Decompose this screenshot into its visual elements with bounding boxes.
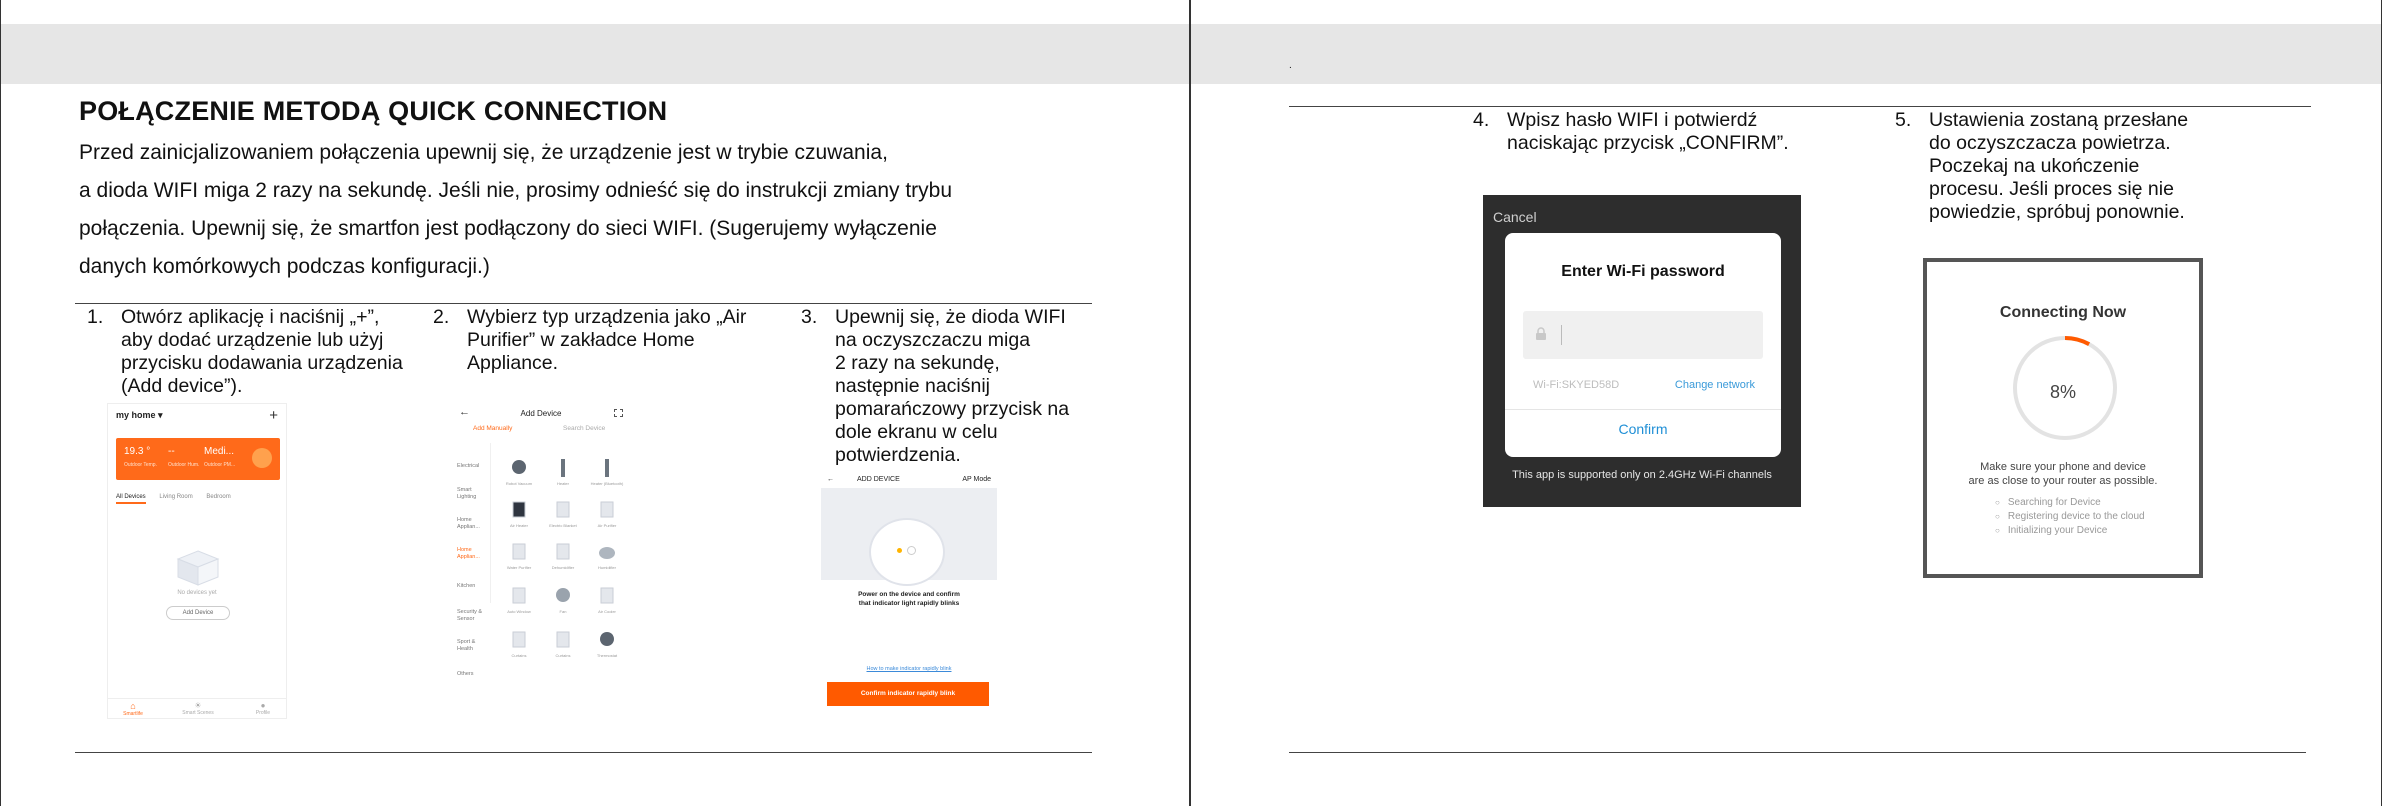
step-1 — [87, 306, 427, 402]
device-type-icon[interactable] — [557, 632, 569, 647]
weather-label: Outdoor Temp. — [124, 462, 157, 468]
step-text-line: naciskając przycisk „CONFIRM”. — [1507, 132, 1789, 154]
step-text-line: przycisku dodawania urządzenia — [121, 352, 403, 374]
tab-all-devices[interactable]: All Devices — [116, 494, 146, 504]
wifi-note: This app is supported only on 2.4GHz Wi-Fi channels — [1512, 469, 1772, 481]
instruction-line: Power on the device and confirm — [858, 591, 960, 598]
no-devices-text: No devices yet — [177, 590, 217, 596]
category-item-active[interactable]: Home Applian... — [457, 547, 480, 560]
tab-bedroom[interactable]: Bedroom — [206, 494, 231, 500]
nav-home[interactable] — [108, 701, 158, 717]
nav-label: Profile — [255, 710, 271, 716]
connecting-title: Connecting Now — [1999, 304, 2127, 321]
divider-top — [75, 303, 1092, 304]
device-type-icon[interactable] — [600, 632, 614, 646]
step-2 — [433, 306, 773, 378]
step-text-line: aby dodać urządzenie lub użyj — [121, 329, 384, 351]
stage-item: ○ Initializing your Device — [1995, 524, 2145, 538]
device-type-icon[interactable] — [512, 460, 526, 474]
progress-percent: 8% — [2049, 382, 2076, 402]
device-type-label: Robot Vacuum — [505, 481, 533, 486]
step-text-line: do oczyszczacza powietrza. — [1929, 132, 2171, 154]
step-text-line: procesu. Jeśli proces się nie — [1929, 178, 2174, 200]
device-type-label: Thermostat — [596, 653, 618, 658]
step-text-line: (Add device”). — [121, 375, 243, 397]
right-page — [1190, 0, 2382, 806]
text-cursor — [1561, 325, 1562, 345]
step-number: 2. — [433, 306, 450, 328]
header-band — [1, 24, 1189, 84]
room-tabs — [116, 494, 243, 500]
step-text-line: na oczyszczaczu miga — [835, 329, 1031, 351]
nav-label: Smartlife — [123, 711, 143, 717]
device-type-label: Water Purifier — [506, 565, 532, 570]
app-screenshot-ap-mode — [821, 470, 997, 716]
device-illustration — [869, 518, 945, 586]
step-text-line: 2 razy na sekundę, — [835, 352, 1000, 374]
device-type-label: Heater — [556, 481, 570, 486]
confirm-button[interactable]: Confirm — [1618, 421, 1668, 437]
step-text-line: Wpisz hasło WIFI i potwierdź — [1507, 109, 1758, 131]
wifi-dialog — [1505, 233, 1781, 457]
device-type-icon[interactable] — [605, 459, 609, 477]
left-page — [0, 0, 1190, 806]
step-text-line: Poczekaj na ukończenie — [1929, 155, 2140, 177]
device-type-icon[interactable] — [513, 632, 525, 647]
divider-top — [1289, 106, 2311, 107]
back-arrow-icon[interactable]: ← — [459, 406, 470, 418]
app-screenshot-add-device — [451, 403, 631, 709]
weather-value: -- — [168, 446, 175, 457]
stage-item: ○ Registering device to the cloud — [1995, 510, 2145, 524]
cancel-button[interactable]: Cancel — [1493, 209, 1537, 225]
instruction-line: that indicator light rapidly blinks — [858, 600, 960, 607]
step-4 — [1473, 109, 1833, 157]
device-type-label: Curtains — [511, 653, 527, 658]
category-item[interactable]: Sport & Health — [457, 639, 476, 652]
profile-icon: ● — [260, 701, 266, 710]
step-text-line: Upewnij się, że dioda WIFI — [835, 306, 1066, 328]
screen-header: ADD DEVICE — [857, 476, 900, 483]
change-network-link[interactable]: Change network — [1674, 379, 1755, 391]
button-icon — [907, 546, 916, 555]
step-text-line: Ustawienia zostaną przesłane — [1929, 109, 2189, 131]
proximity-hint — [1927, 460, 2199, 488]
category-item[interactable]: Electrical — [457, 463, 480, 469]
step-number: 5. — [1895, 109, 1912, 131]
bottom-nav — [108, 698, 286, 718]
instruction-text — [821, 590, 997, 608]
nav-profile[interactable] — [238, 701, 287, 716]
intro-line: połączenia. Upewnij się, że smartfon jest podłączony do sieci WIFI. (Sugerujemy wyłączenie — [79, 217, 937, 240]
dialog-separator — [1505, 409, 1781, 410]
sun-icon: ☀ — [194, 701, 202, 710]
device-grid — [451, 403, 631, 709]
device-type-label: Humidifier — [597, 565, 617, 570]
device-type-label: Air Purifier — [597, 523, 617, 528]
weather-value: Medi... — [204, 446, 235, 457]
header-band — [1191, 24, 2381, 84]
category-item[interactable]: Home Applian... — [457, 517, 480, 530]
dot-mark: . — [1289, 60, 1292, 71]
device-type-label: Air Heater — [509, 523, 529, 528]
category-item[interactable]: Smart Lighting — [457, 487, 477, 500]
stage-item: ○ Searching for Device — [1995, 496, 2145, 510]
device-type-icon[interactable] — [557, 502, 569, 517]
empty-box-icon — [176, 549, 220, 587]
device-type-label: Dehumidifier — [551, 565, 575, 570]
help-link[interactable]: How to make indicator rapidly blink — [866, 666, 952, 672]
dialog-title: Enter Wi-Fi password — [1561, 263, 1725, 280]
device-type-label: Curtains — [555, 653, 571, 658]
step-text-line: pomarańczowy przycisk na — [835, 398, 1070, 420]
confirm-blink-button[interactable]: Confirm indicator rapidly blink — [827, 682, 989, 706]
step-text-line: następnie naciśnij — [835, 375, 991, 397]
device-type-label: Heater (Bluetooth) — [590, 481, 624, 486]
step-5 — [1895, 109, 2255, 229]
ap-mode-link[interactable]: AP Mode — [962, 476, 991, 483]
device-type-icon[interactable] — [599, 547, 615, 559]
device-type-icon[interactable] — [601, 502, 613, 517]
weather-card — [116, 438, 280, 480]
intro-line: danych komórkowych podczas konfiguracji.) — [79, 255, 490, 278]
indicator-light-icon — [897, 548, 902, 553]
device-type-label: Fan — [559, 609, 567, 614]
home-selector[interactable]: my home ▾ — [116, 410, 163, 420]
device-type-label: Air Cooler — [598, 609, 616, 614]
hint-line: are as close to your router as possible. — [1968, 475, 2158, 487]
weather-value: 19.3 ° — [124, 446, 151, 457]
step-text-line: Otwórz aplikację i naciśnij „+”, — [121, 306, 380, 328]
step-text-line: dole ekranu w celu — [835, 421, 998, 443]
device-type-icon[interactable] — [556, 588, 570, 602]
category-item[interactable]: Others — [457, 671, 474, 677]
device-type-icon[interactable] — [513, 544, 525, 559]
step-text-line: potwierdzenia. — [835, 444, 961, 466]
add-icon[interactable]: + — [269, 407, 278, 424]
wifi-ssid: Wi-Fi:SKYED58D — [1533, 379, 1620, 391]
tab-add-manually[interactable]: Add Manually — [473, 425, 513, 432]
weather-label: Outdoor PM... — [204, 462, 236, 468]
tab-living-room[interactable]: Living Room — [159, 494, 193, 500]
nav-label: Smart Scenes — [182, 710, 214, 716]
lock-icon — [1535, 327, 1547, 341]
divider-bottom — [1289, 752, 2306, 753]
step-number: 3. — [801, 306, 818, 328]
step-3 — [801, 306, 1101, 471]
home-icon: ⌂ — [130, 701, 136, 711]
step-text-line: Wybierz typ urządzenia jako „Air — [467, 306, 747, 328]
mic-icon[interactable] — [252, 448, 272, 468]
divider-bottom — [75, 752, 1092, 753]
back-arrow-icon[interactable]: ← — [827, 476, 834, 483]
device-type-icon[interactable] — [561, 459, 565, 477]
app-screenshot-connecting — [1923, 258, 2203, 578]
category-item[interactable]: Security & Sensor — [457, 609, 483, 622]
device-type-icon[interactable] — [601, 588, 613, 603]
category-item[interactable]: Kitchen — [457, 583, 476, 589]
step-text-line: Appliance. — [467, 352, 559, 374]
step-number: 4. — [1473, 109, 1490, 131]
app-screenshot-home — [107, 403, 287, 719]
device-type-icon[interactable] — [513, 588, 525, 603]
app-screenshot-wifi-password — [1483, 195, 1801, 507]
device-type-icon[interactable] — [557, 544, 569, 559]
hint-line: Make sure your phone and device — [1980, 461, 2146, 473]
weather-label: Outdoor Hum. — [168, 462, 200, 468]
intro-line: a dioda WIFI miga 2 razy na sekundę. Jeśli nie, prosimy odnieść się do instrukcji zmiany trybu — [79, 179, 953, 202]
device-type-label: Electric Blanket — [549, 523, 577, 528]
step-text-line: powiedzie, spróbuj ponownie. — [1929, 201, 2185, 223]
intro-paragraph — [79, 134, 985, 286]
page-title: POŁĄCZENIE METODĄ QUICK CONNECTION — [79, 96, 668, 126]
step-text-line: Purifier” w zakładce Home — [467, 329, 695, 351]
illustration-area — [821, 488, 997, 580]
stage-list — [1995, 496, 2145, 538]
screen-title: Add Device — [520, 409, 562, 418]
tab-search-device[interactable]: Search Device — [563, 425, 606, 432]
device-type-icon[interactable] — [513, 502, 525, 517]
intro-line: Przed zainicjalizowaniem połączenia upewnij się, że urządzenie jest w trybie czuwania, — [79, 141, 888, 164]
add-device-button[interactable]: Add Device — [166, 606, 230, 620]
step-number: 1. — [87, 306, 104, 328]
device-type-label: Auto Window — [507, 609, 531, 614]
wifi-password-input[interactable] — [1523, 311, 1763, 359]
nav-scenes[interactable] — [173, 701, 223, 716]
